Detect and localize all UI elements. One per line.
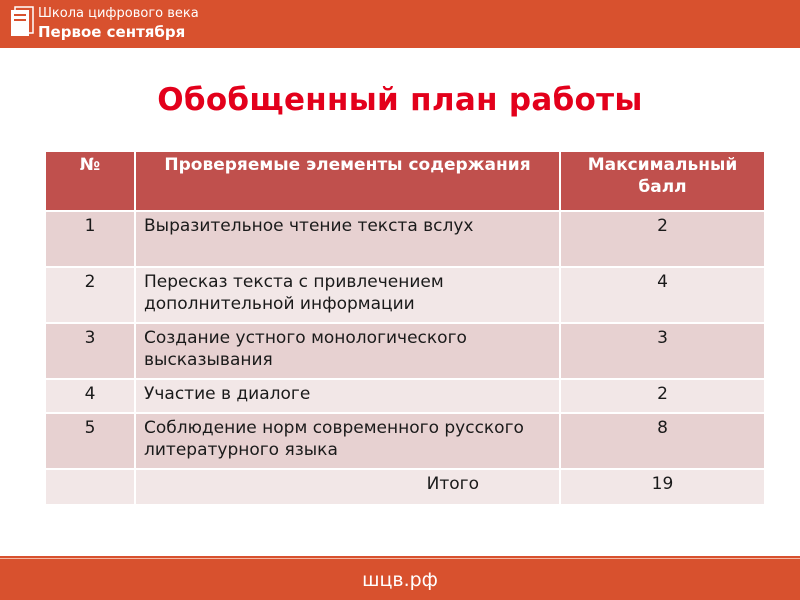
logo-line2: Первое сентября [38, 23, 186, 41]
table-row [45, 379, 765, 413]
total-value: 19 [560, 469, 765, 505]
plan-table [44, 150, 766, 506]
row-score: 2 [560, 379, 765, 413]
footer-divider [0, 558, 800, 559]
page-title: Обобщенный план работы [157, 82, 643, 118]
row-element: Участие в диалоге [135, 379, 560, 413]
row-element: Пересказ текста с привлечением дополнительной информации [135, 267, 560, 323]
total-label: Итого [135, 469, 560, 505]
row-score: 8 [560, 413, 765, 469]
column-header-number: № [45, 151, 135, 211]
table-row [45, 413, 765, 469]
row-score: 2 [560, 211, 765, 267]
logo-line1: Школа цифрового века [38, 6, 199, 21]
row-score: 3 [560, 323, 765, 379]
row-number: 3 [45, 323, 135, 379]
row-number: 4 [45, 379, 135, 413]
book-icon [10, 6, 34, 40]
row-element: Соблюдение норм современного русского литературного языка [135, 413, 560, 469]
row-element: Создание устного монологического высказывания [135, 323, 560, 379]
total-number-cell [45, 469, 135, 505]
table-row [45, 267, 765, 323]
header-bar [0, 0, 800, 48]
row-number: 5 [45, 413, 135, 469]
column-header-max-score: Максимальный балл [560, 151, 765, 211]
row-element: Выразительное чтение текста вслух [135, 211, 560, 267]
footer-site-link[interactable]: шцв.рф [362, 569, 438, 591]
table-row [45, 323, 765, 379]
table-row [45, 211, 765, 267]
row-score: 4 [560, 267, 765, 323]
column-header-elements: Проверяемые элементы содержания [135, 151, 560, 211]
row-number: 1 [45, 211, 135, 267]
row-number: 2 [45, 267, 135, 323]
table-total-row [45, 469, 765, 505]
table-header-row [45, 151, 765, 211]
